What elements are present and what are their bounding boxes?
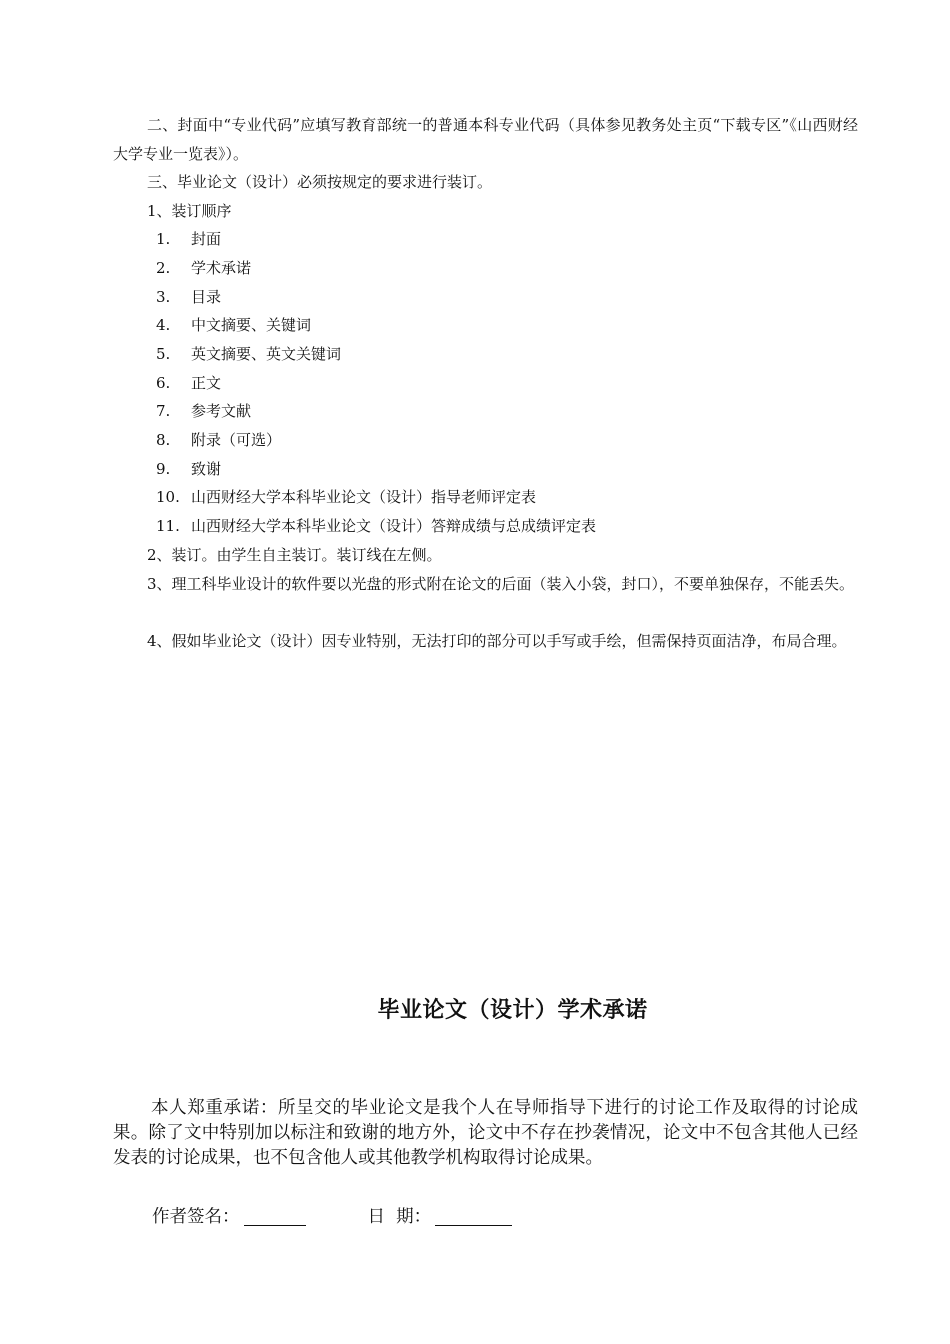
list-item-label: 学术承诺 xyxy=(191,259,252,277)
list-item-label: 参考文献 xyxy=(191,402,252,420)
list-item-number: 5. xyxy=(156,345,171,363)
list-item-label: 正文 xyxy=(191,374,222,392)
list-item xyxy=(156,397,756,425)
list-item-number: 8. xyxy=(156,431,171,449)
list-item xyxy=(156,311,756,339)
list-item-number: 4. xyxy=(156,316,171,334)
section-3-heading: 三、毕业论文（设计）必须按规定的要求进行装订。 xyxy=(147,173,493,191)
list-item xyxy=(156,283,756,311)
list-item-label: 封面 xyxy=(191,230,222,248)
list-item xyxy=(156,512,756,540)
list-item xyxy=(156,483,756,511)
list-item-label: 中文摘要、关键词 xyxy=(191,316,312,334)
list-item xyxy=(156,254,756,282)
list-item-label: 英文摘要、英文关键词 xyxy=(191,345,342,363)
date-label: 日 期： xyxy=(367,1207,432,1227)
list-item-number: 9. xyxy=(156,460,171,478)
binding-paragraph: 2、装订。由学生自主装订。装订线在左侧。 xyxy=(147,546,442,564)
list-item xyxy=(156,455,756,483)
promise-title: 毕业论文（设计）学术承诺 xyxy=(377,998,648,1023)
list-item-number: 3. xyxy=(156,288,171,306)
software-paragraph: 3、理工科毕业设计的软件要以光盘的形式附在论文的后面（装入小袋，封口），不要单独保存，不能丢失。 xyxy=(147,575,855,593)
list-item-label: 山西财经大学本科毕业论文（设计）答辩成绩与总成绩评定表 xyxy=(191,517,597,535)
list-item xyxy=(156,225,756,253)
author-signature-label: 作者签名： xyxy=(152,1207,240,1227)
section-2-paragraph: 二、封面中“专业代码”应填写教育部统一的普通本科专业代码（具体参见教务处主页“下载专区”《山西财经大学专业一览表》）。 xyxy=(113,116,858,163)
date-blank xyxy=(435,1205,512,1226)
list-item-number: 1. xyxy=(156,230,171,248)
list-item-number: 11. xyxy=(156,517,180,535)
list-item-label: 附录（可选） xyxy=(191,431,282,449)
list-item-number: 2. xyxy=(156,259,171,277)
special-case-paragraph: 4、假如毕业论文（设计）因专业特别，无法打印的部分可以手写或手绘，但需保持页面洁净，布局合理。 xyxy=(147,632,847,650)
list-item xyxy=(156,426,756,454)
list-item-number: 6. xyxy=(156,374,171,392)
list-item xyxy=(156,340,756,368)
list-item-number: 10. xyxy=(156,488,180,506)
binding-order-heading: 1、装订顺序 xyxy=(147,202,232,220)
promise-body: 本人郑重承诺：所呈交的毕业论文是我个人在导师指导下进行的讨论工作及取得的讨论成果。除了文中特别加以标注和致谢的地方外，论文中不存在抄袭情况，论文中不包含其他人已经发表的讨论成果，也不包含他人或其他教学机构取得讨论成果。 xyxy=(113,1098,858,1168)
author-signature-blank xyxy=(244,1205,306,1226)
signature-row xyxy=(152,1203,512,1231)
list-item-label: 致谢 xyxy=(191,460,222,478)
list-item-label: 山西财经大学本科毕业论文（设计）指导老师评定表 xyxy=(191,488,537,506)
list-item xyxy=(156,369,756,397)
list-item-number: 7. xyxy=(156,402,171,420)
list-item-label: 目录 xyxy=(191,288,222,306)
